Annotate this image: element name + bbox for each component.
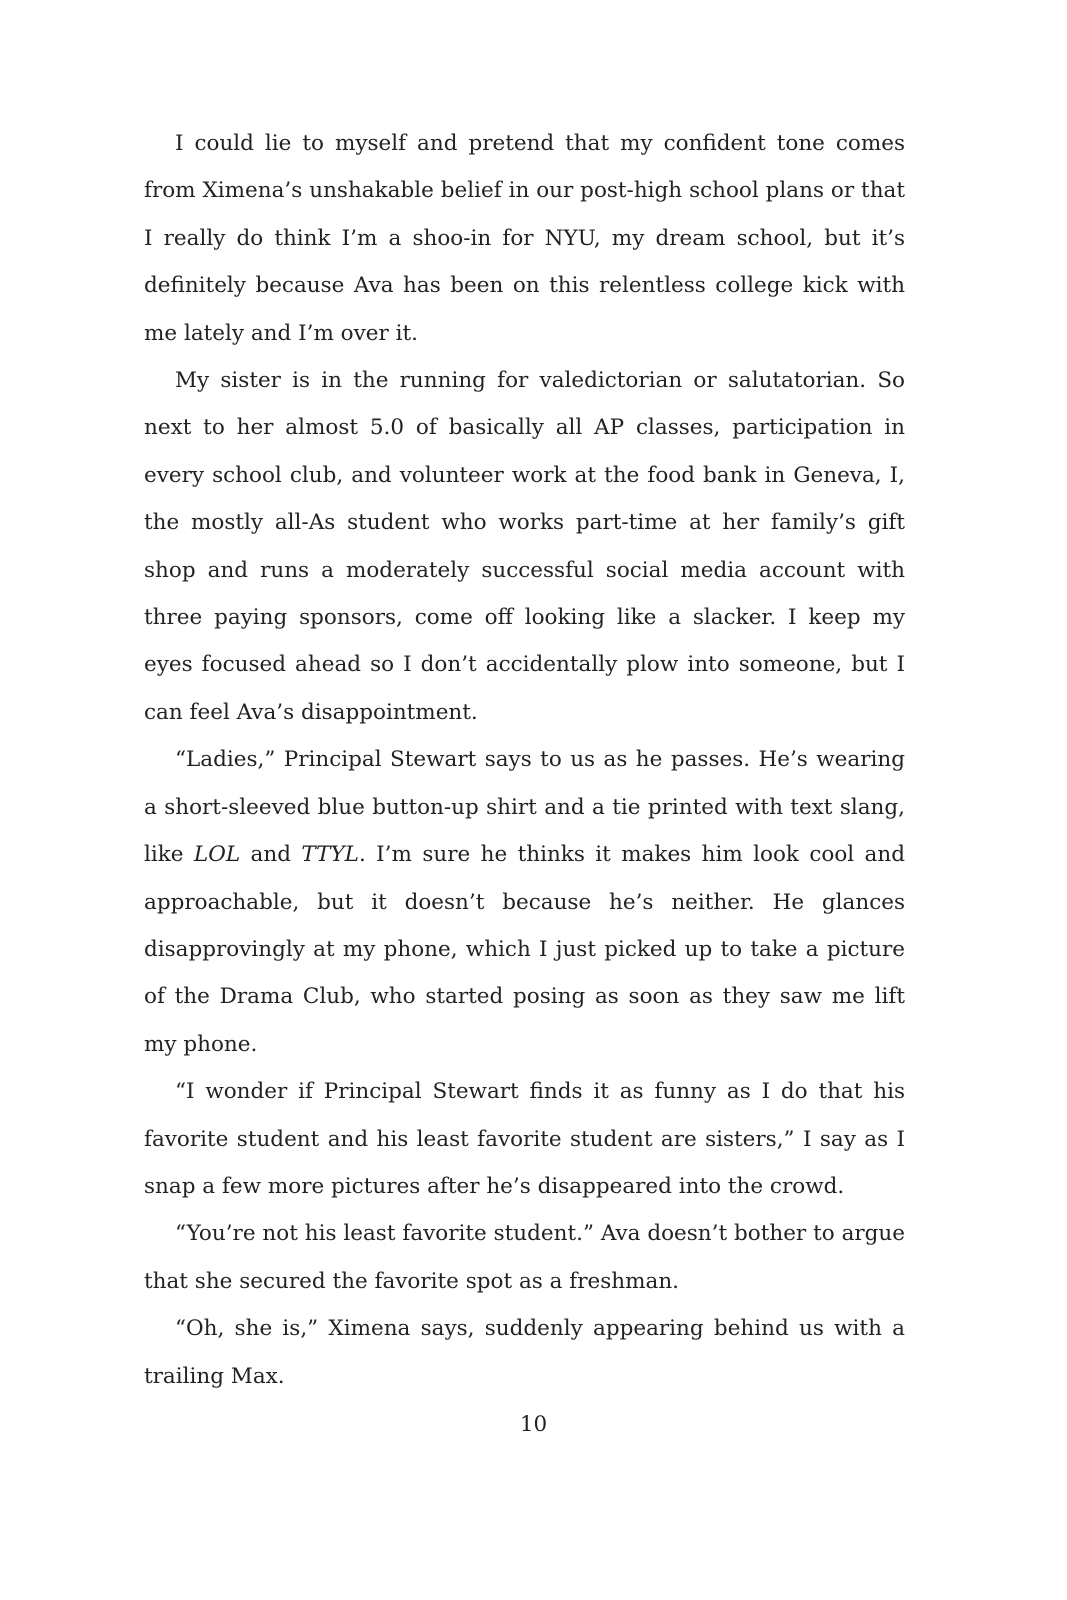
text-run: “You’re not his least favorite student.” Ava doesn’t bother to argue that she secured the favorite spot as a freshman. [144,1221,905,1294]
italic-text-run: LOL [193,842,241,868]
text-run: “I wonder if Principal Stewart finds it as funny as I do that his favorite student and his least favorite student are sisters,” I say as I snap a few more pictures after he’s disappeared into the crowd. [144,1079,905,1199]
text-run: “Oh, she is,” Ximena says, suddenly appearing behind us with a trailing Max. [144,1316,905,1389]
text-run: and [240,842,302,868]
text-run: “Ladies,” Principal Stewart says to us as he passes. He’s wearing a short-sleeved blue button-up shirt and a tie printed with text slang, like [144,747,905,868]
paragraph [144,736,905,1068]
paragraph [144,1305,905,1400]
paragraph [144,120,905,357]
text-run: . I’m sure he thinks it makes him look cool and approachable, but it doesn’t because he’s neither. He glances disapprovingly at my phone, which I just picked up to take a picture of the Drama Club, who started posing as soon as they saw me lift my phone. [144,842,905,1057]
paragraph [144,1068,905,1210]
paragraph [144,1210,905,1305]
body-text [144,120,905,1400]
italic-text-run: TTYL [301,842,359,868]
text-run: My sister is in the running for valedictorian or salutatorian. So next to her almost 5.0 of basically all AP classes, participation in every school club, and volunteer work at the food bank in Geneva, I, the mostly all-As student who works part-time at her family’s gift shop and runs a moderately successful social media account with three paying sponsors, come off looking like a slacker. I keep my eyes focused ahead so I don’t accidentally plow into someone, but I can feel Ava’s disappointment. [144,368,905,725]
page-number: 10 [519,1412,548,1437]
paragraph [144,357,905,736]
text-run: I could lie to myself and pretend that my confident tone comes from Ximena’s unshakable belief in our post-high school plans or that I really do think I’m a shoo-in for NYU, my dream school, but it’s definitely because Ava has been on this relentless college kick with me lately and I’m over it. [144,131,905,346]
